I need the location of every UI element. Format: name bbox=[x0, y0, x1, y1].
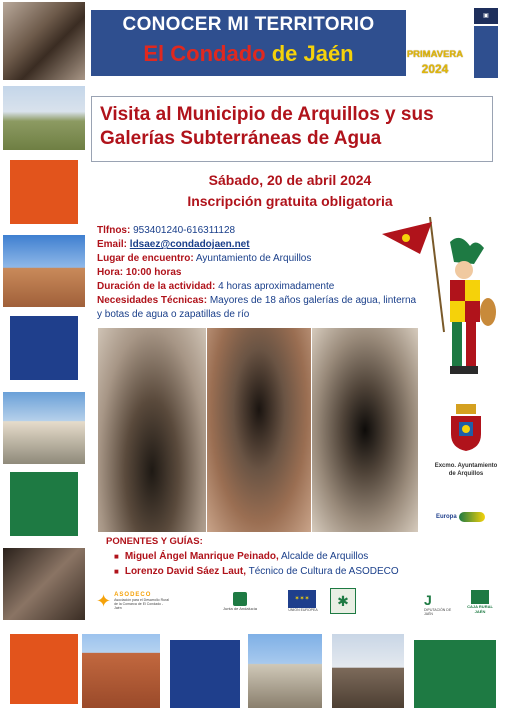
orange-square-bottom bbox=[10, 634, 78, 704]
europe-logo bbox=[436, 512, 500, 538]
duration-label: Duración de la actividad: bbox=[97, 281, 216, 292]
junta-icon bbox=[233, 592, 247, 606]
speaker-name: Miguel Ángel Manrique Peinado, bbox=[124, 551, 279, 562]
bullet-icon: ■ bbox=[114, 552, 119, 561]
building-photo bbox=[248, 634, 322, 708]
meeting-line bbox=[97, 252, 427, 266]
speakers-heading: PONENTES Y GUÍAS: bbox=[106, 536, 203, 547]
navy-square-right-top bbox=[474, 26, 498, 78]
header-subtitle-yellow: de Jaén bbox=[265, 41, 354, 66]
speaker-role: Alcalde de Arquillos bbox=[280, 551, 369, 562]
speaker-item bbox=[114, 566, 399, 577]
town-house-photo bbox=[82, 634, 160, 708]
season-year: 2024 bbox=[421, 62, 449, 76]
phone-label: Tlfnos: bbox=[97, 225, 131, 236]
asodeco-name: ASODECO bbox=[114, 592, 152, 598]
monument-photo bbox=[332, 634, 404, 708]
caja-rural-icon bbox=[471, 590, 489, 604]
header-subtitle-red: El Condado bbox=[143, 41, 266, 66]
junta-label: Junta de Andalucía bbox=[222, 606, 258, 611]
season-name: PRIMAVERA bbox=[406, 49, 464, 60]
diputacion-logo bbox=[424, 592, 460, 616]
leader-icon: ✱ bbox=[337, 593, 349, 609]
orange-square-left-1 bbox=[10, 160, 78, 224]
diputacion-icon: J bbox=[424, 592, 432, 608]
navy-square-bottom bbox=[170, 640, 240, 708]
caja-rural-label: CAJA RURAL JAÉN bbox=[467, 604, 493, 614]
season-label bbox=[405, 47, 465, 77]
phone-line bbox=[97, 224, 427, 238]
speaker-item bbox=[114, 551, 368, 562]
email-label: Email: bbox=[97, 239, 128, 250]
coat-of-arms-icon bbox=[448, 404, 484, 452]
town-hall-line2: de Arquillos bbox=[448, 471, 484, 477]
eu-label: UNIÓN EUROPEA bbox=[288, 608, 318, 612]
meeting-value: Ayuntamiento de Arquillos bbox=[195, 253, 312, 264]
asodeco-star-icon: ✦ bbox=[96, 591, 112, 611]
tunnel-photo-top bbox=[3, 2, 85, 80]
green-square-left bbox=[10, 472, 78, 536]
inscription-note: Inscripción gratuita obligatoria bbox=[187, 193, 393, 209]
europe-stars-icon bbox=[459, 512, 485, 522]
navy-square-left bbox=[10, 316, 78, 380]
duration-value: 4 horas aproximadamente bbox=[218, 281, 335, 292]
diputacion-label: DIPUTACIÓN DE JAÉN bbox=[424, 608, 452, 616]
tunnel-photo-3 bbox=[312, 328, 418, 532]
needs-value: Mayores de 18 años galerías de agua, linterna y botas de agua o zapatillas de río bbox=[97, 295, 417, 320]
phone-value: 953401240-616311128 bbox=[133, 225, 236, 236]
email-line bbox=[97, 238, 427, 252]
tunnel-photo-2 bbox=[207, 328, 311, 532]
speaker-name: Lorenzo David Sáez Laut, bbox=[124, 566, 246, 577]
clock-tower-photo bbox=[3, 235, 85, 307]
header-subtitle bbox=[91, 41, 406, 67]
speaker-role: Técnico de Cultura de ASODECO bbox=[248, 566, 399, 577]
junta-logo bbox=[220, 592, 260, 611]
bullet-icon: ■ bbox=[114, 567, 119, 576]
town-hall-caption bbox=[430, 462, 502, 478]
tunnel-photo-left bbox=[3, 548, 85, 620]
needs-label: Necesidades Técnicas: bbox=[97, 295, 208, 306]
caja-rural-logo bbox=[462, 590, 498, 614]
event-title: Visita al Municipio de Arquillos y sus Galerías Subterráneas de Agua bbox=[100, 104, 434, 149]
asodeco-logo bbox=[96, 592, 176, 610]
eu-flag-icon: ✶✶✶ bbox=[288, 590, 316, 608]
time-label: Hora: 10:00 horas bbox=[97, 267, 182, 278]
green-square-bottom bbox=[414, 640, 496, 708]
top-right-logo: ▣ bbox=[474, 8, 498, 24]
leader-logo bbox=[330, 588, 356, 614]
town-hall-line1: Excmo. Ayuntamiento bbox=[434, 463, 498, 469]
needs-line bbox=[97, 294, 417, 322]
header-title: CONOCER MI TERRITORIO bbox=[122, 14, 375, 35]
time-line bbox=[97, 266, 427, 280]
church-plaza-photo bbox=[3, 392, 85, 464]
tunnel-photo-1 bbox=[98, 328, 206, 532]
email-link[interactable]: ldsaez@condadojaen.net bbox=[129, 239, 250, 250]
landscape-photo bbox=[3, 86, 85, 150]
eu-flag-logo bbox=[288, 590, 318, 612]
meeting-label: Lugar de encuentro: bbox=[97, 253, 194, 264]
asodeco-sub: Asociación para el Desarrollo Rural de la Comarca de El Condado - Jaén bbox=[114, 598, 169, 610]
event-date: Sábado, 20 de abril 2024 bbox=[208, 172, 372, 188]
duration-line bbox=[97, 280, 427, 294]
europe-label: Europa bbox=[436, 514, 457, 520]
